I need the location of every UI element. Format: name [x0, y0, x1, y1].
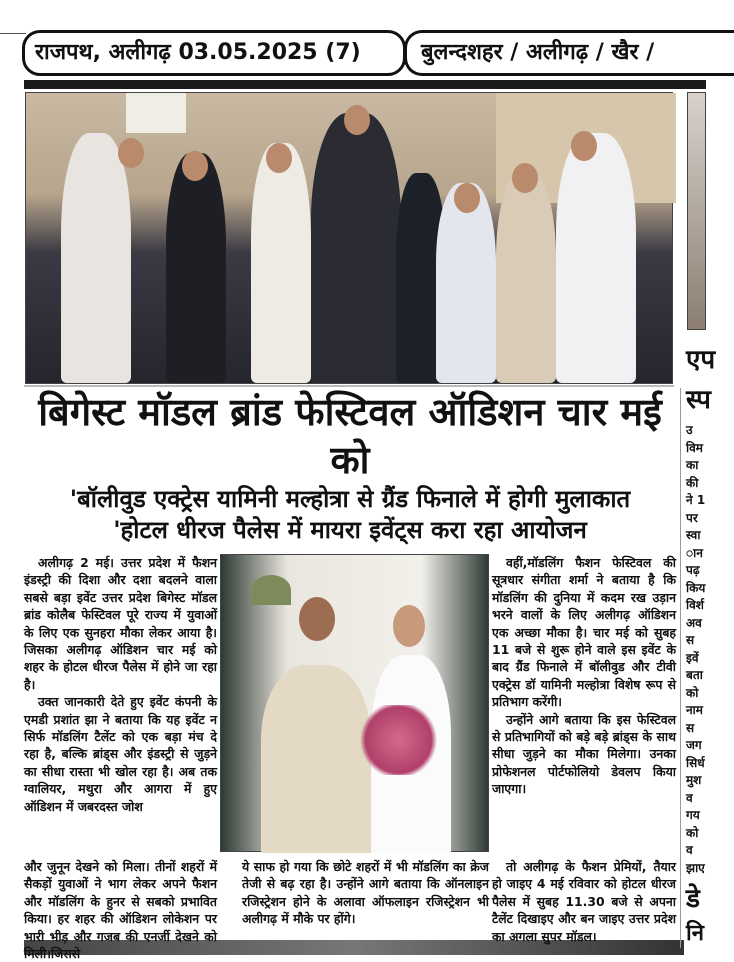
- article: [24, 388, 676, 962]
- side-line: नाम: [686, 703, 703, 717]
- paragraph: वहीं,मॉडलिंग फैशन फेस्टिवल की सूत्रधार संगीता शर्मा ने बताया है कि मॉडलिंग की दुनिया में कदम रख उड़ान भरने वालों के लिए अलीगढ़ ऑडिशन एक अच्छा मौका है। चार मई को सुबह 11 बजे से शुरू होने वाले इस इवेंट के बाद ग्रैंड फिनाले में बॉलीवुड और टीवी एक्ट्रेस डॉ यामिनी मल्होत्रा विशेष रूप से प्रतिभाग करेंगी।: [492, 555, 676, 710]
- side-line: बता: [686, 668, 703, 682]
- side-line: जग: [686, 738, 702, 752]
- face: [118, 138, 144, 168]
- side-line: ान: [686, 545, 703, 560]
- article-column-2: ये साफ हो गया कि छोटे शहरों में भी मॉडलिंग का क्रेज तेजी से बढ़ रहा है। उन्होंने आगे बताया कि ऑनलाइन रजिस्ट्रेशन होने के अलावा ऑफलाइन रजिस्ट्रेशन भी अलीगढ़ में मौके पर होंगे।: [242, 859, 489, 927]
- side-line: किय: [686, 580, 706, 595]
- side-heading: एप: [686, 345, 716, 375]
- adjacent-photo: [687, 92, 706, 330]
- side-line: गय: [686, 808, 700, 822]
- side-line: स: [686, 633, 695, 647]
- article-column-1-continued: और जुनून देखने को मिला। तीनों शहरों में सैकड़ों युवाओं ने भाग लेकर अपने फैशन और मॉडलिंग के हुनर से सबको प्रभावित किया। हर शहर की ऑडिशन लोकेशन पर भारी भीड़ और गजब की एनर्जी देखने को मिली।जिससे: [24, 859, 217, 962]
- person: [496, 173, 556, 383]
- face: [182, 151, 208, 181]
- side-line: पर: [686, 510, 698, 525]
- person: [251, 143, 311, 383]
- side-line: व: [686, 843, 693, 857]
- side-line: व: [686, 790, 693, 805]
- side-line: सिर्ध: [686, 755, 705, 770]
- article-body: [24, 554, 676, 962]
- side-line: को: [686, 825, 699, 840]
- side-line: मुश: [686, 773, 702, 787]
- region-text: बुलन्दशहर / अलीगढ़ / खैर /: [421, 40, 655, 65]
- side-line: पढ़: [686, 563, 700, 577]
- face: [266, 143, 292, 173]
- subheadline-1: 'बॉलीवुड एक्ट्रेस यामिनी मल्होत्रा से ग्रैंड फिनाले में होगी मुलाकात: [69, 485, 631, 513]
- article-column-1: [24, 554, 217, 815]
- paragraph: तो अलीगढ़ के फैशन प्रेमियों, तैयार हो जाइए 4 मई रविवार को होटल धीरज पैलेस में सुबह 11.30 बजे से अपना टैलेंट दिखाइए और बन जाइए उत्तर प्रदेश का अगला सुपर मॉडल।: [492, 859, 676, 944]
- face: [571, 131, 597, 161]
- person: [556, 133, 636, 383]
- paragraph: उन्होंने आगे बताया कि इस फेस्टिवल से प्रतिभागियों को बड़े बड़े ब्रांड्स के साथ सीधा जुड़ने का मौका मिलेगा। उनका प्रोफेशनल पोर्टफोलियो डेवलप किया जाएगा।: [492, 711, 676, 797]
- side-line: विम: [686, 440, 703, 455]
- person: [61, 133, 131, 383]
- side-line: इवें: [686, 650, 699, 665]
- side-line: का: [686, 458, 699, 472]
- article-column-3-continued: [492, 858, 676, 945]
- side-line: ने 1: [686, 493, 706, 507]
- side-line: को: [686, 685, 699, 700]
- side-line: की: [686, 475, 699, 490]
- bouquet-photo: [220, 554, 489, 852]
- side-line: झाए: [686, 860, 705, 875]
- face: [344, 105, 370, 135]
- masthead-edition-date: [22, 30, 406, 76]
- group-photo: [25, 92, 673, 384]
- paragraph: उक्त जानकारी देते हुए इवेंट कंपनी के एमडी प्रशांत झा ने बताया कि यह इवेंट न सिर्फ मॉडलिंग टैलेंट को एक बड़ा मंच दे रहा है, बल्कि ब्रांड्स और इंडस्ट्री से जुड़ने का सीधा रास्ता भी खोल रहा है। अब तक ग्वालियर, मथुरा और आगरा में हुए ऑडिशन में जबरदस्त जोश: [24, 694, 217, 814]
- subheadline-2: 'होटल धीरज पैलेस में मायरा इवेंट्स करा रहा आयोजन: [113, 516, 587, 544]
- side-heading: नि: [686, 921, 704, 946]
- photo-underline: [24, 385, 674, 387]
- column-divider: [680, 388, 681, 948]
- face: [393, 605, 425, 647]
- headline: बिगेस्ट मॉडल ब्रांड फेस्टिवल ऑडिशन चार मई को: [38, 390, 662, 482]
- person: [166, 153, 226, 383]
- man-in-blazer: [261, 665, 371, 853]
- side-heading: डे: [686, 884, 700, 914]
- person: [436, 183, 496, 383]
- side-heading: स्प: [686, 385, 711, 415]
- side-line: स: [686, 720, 695, 735]
- article-column-3: [492, 554, 676, 798]
- edition-date-text: राजपथ, अलीगढ़ 03.05.2025 (7): [35, 40, 361, 65]
- side-line: अव: [686, 615, 702, 630]
- side-article: [686, 340, 716, 949]
- side-line: स्वा: [686, 528, 701, 542]
- person: [311, 113, 401, 383]
- masthead-region: [404, 30, 734, 76]
- eagle-logo: [251, 575, 291, 605]
- top-rule: [0, 33, 26, 34]
- side-line: विर्श: [686, 598, 704, 612]
- face: [299, 597, 335, 641]
- backdrop-panel: [126, 93, 186, 133]
- header-divider: [24, 80, 706, 89]
- side-article-text: [686, 420, 706, 879]
- face: [454, 183, 480, 213]
- paragraph: अलीगढ़ 2 मई। उत्तर प्रदेश में फैशन इंडस्ट्री की दिशा और दशा बदलने वाला सबसे बड़ा इवेंट उत्तर प्रदेश बिगेस्ट मॉडल ब्रांड कोलैब फेस्टिवल पूरे राज्य में युवाओं के लिए एक सुनहरा मौका लेकर आया है। जिसका अलीगढ़ ऑडिशन चार मई को शहर के होटल धीरज पैलेस में होने जा रहा है।: [24, 555, 217, 692]
- flower-bouquet: [356, 705, 441, 775]
- face: [512, 163, 538, 193]
- side-line: उ: [686, 423, 693, 437]
